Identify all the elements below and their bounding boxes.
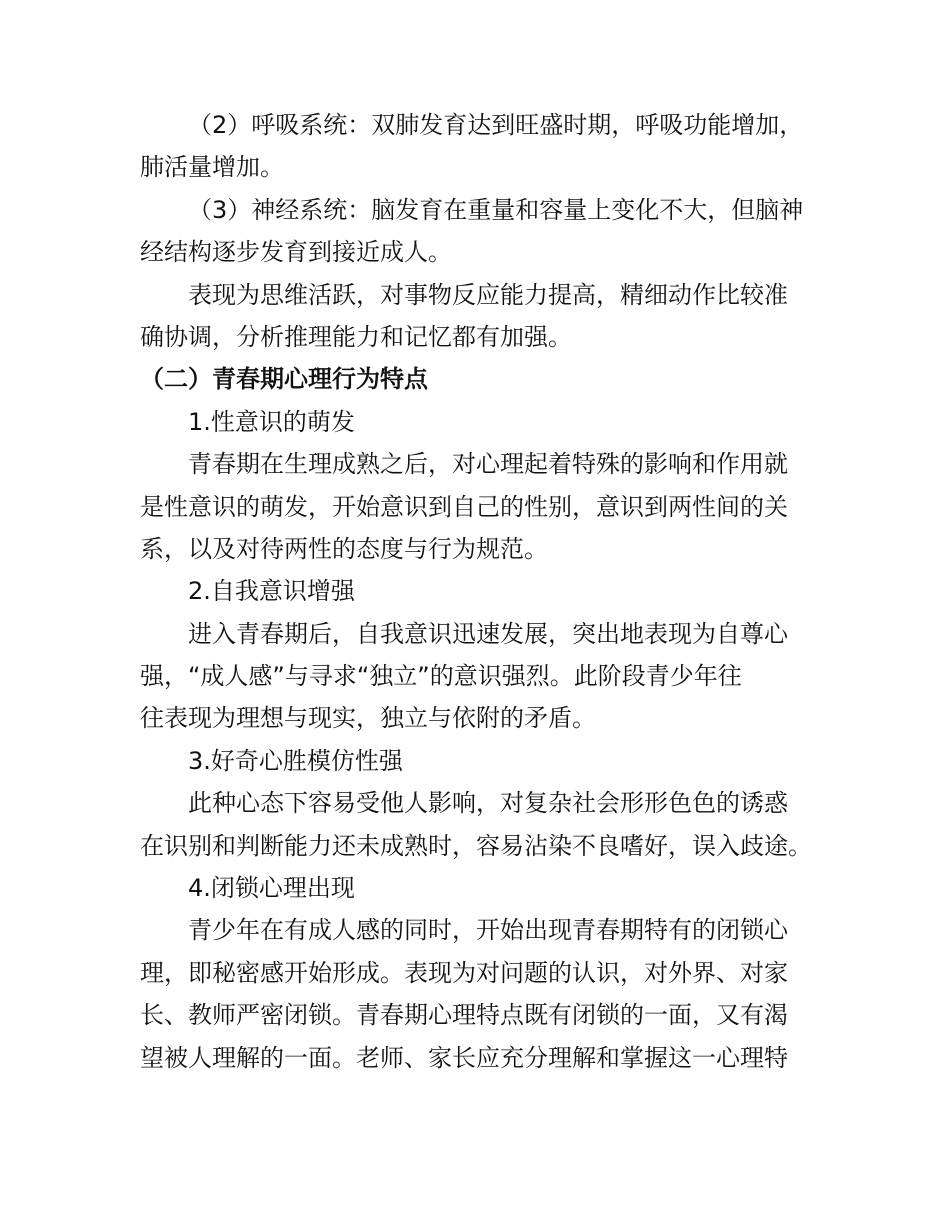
paragraph-line: 确协调，分析推理能力和记忆都有加强。	[140, 322, 572, 351]
paragraph-line: 进入青春期后，自我意识迅速发展，突出地表现为自尊心	[188, 619, 788, 648]
paragraph-line: 长、教师严密闭锁。青春期心理特点既有闭锁的一面，又有渴	[140, 1001, 788, 1030]
subsection-title: 4.闭锁心理出现	[188, 874, 355, 903]
paragraph-line: 青春期在生理成熟之后，对心理起着特殊的影响和作用就	[188, 450, 788, 479]
document-page	[140, 104, 812, 1079]
subsection-title: 2.自我意识增强	[188, 577, 355, 606]
paragraph-line: 此种心态下容易受他人影响，对复杂社会形形色色的诱惑	[188, 789, 788, 818]
paragraph-line: 经结构逐步发育到接近成人。	[140, 238, 452, 267]
paragraph-line: 强，“成人感”与寻求“独立”的意识强烈。此阶段青少年往	[140, 662, 742, 691]
paragraph-line: （3）神经系统：脑发育在重量和容量上变化不大，但脑神	[188, 195, 804, 224]
subsection-title: 1.性意识的萌发	[188, 407, 355, 436]
paragraph-line: 望被人理解的一面。老师、家长应充分理解和掌握这一心理特	[140, 1043, 788, 1072]
paragraph-line: 青少年在有成人感的同时，开始出现青春期特有的闭锁心	[188, 916, 788, 945]
paragraph-line: 在识别和判断能力还未成熟时，容易沾染不良嗜好，误入歧途。	[140, 831, 812, 860]
subsection-title: 3.好奇心胜模仿性强	[188, 746, 403, 775]
paragraph-line: 是性意识的萌发，开始意识到自己的性别，意识到两性间的关	[140, 492, 788, 521]
paragraph-line: （2）呼吸系统：双肺发育达到旺盛时期，呼吸功能增加，	[188, 111, 804, 139]
paragraph-line: 肺活量增加。	[140, 153, 284, 182]
paragraph-line: 系，以及对待两性的态度与行为规范。	[140, 534, 548, 563]
paragraph-line: 表现为思维活跃，对事物反应能力提高，精细动作比较准	[188, 280, 788, 309]
paragraph-line: 往表现为理想与现实，独立与依附的矛盾。	[140, 704, 596, 733]
section-heading: （二）青春期心理行为特点	[140, 365, 428, 394]
paragraph-line: 理，即秘密感开始形成。表现为对问题的认识，对外界、对家	[140, 958, 788, 987]
